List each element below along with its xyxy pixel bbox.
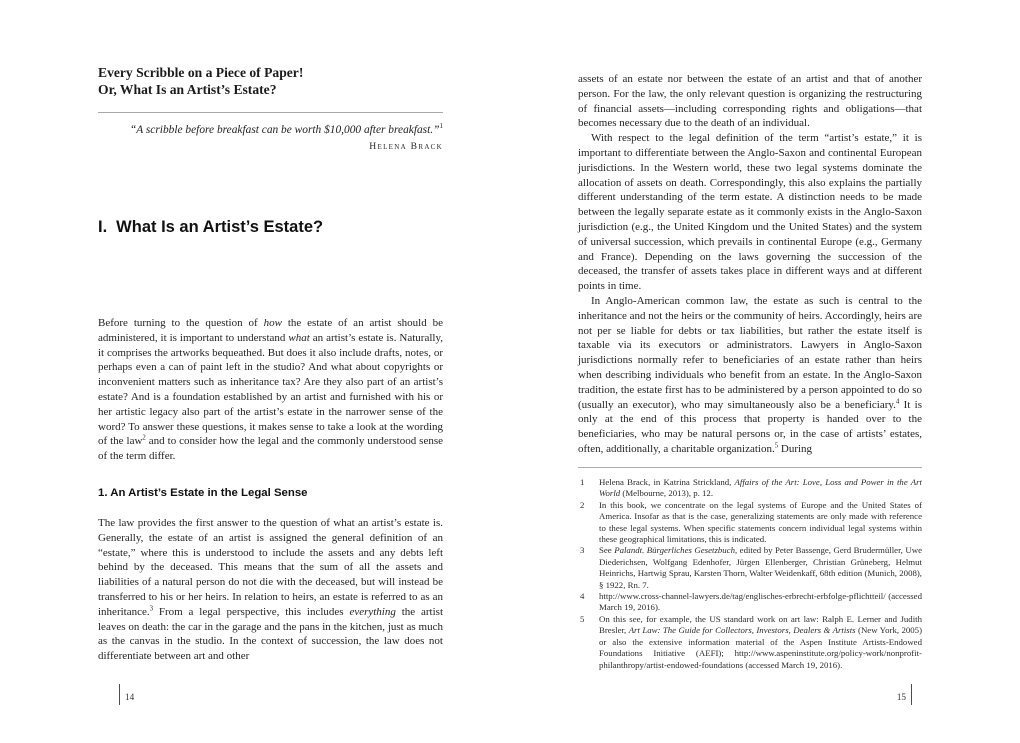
epigraph-attribution: Helena Brack (369, 141, 443, 152)
footnote-divider-rule (578, 467, 922, 468)
chapter-title (98, 64, 443, 98)
footnote-5 (578, 614, 922, 671)
title-divider-rule (98, 112, 443, 113)
left-page (98, 0, 443, 743)
footnote-number: 4 (580, 591, 585, 602)
section-heading-number: I. (98, 218, 108, 236)
footnote-text: http://www.cross-channel-lawyers.de/tag/englisches-erbrecht-erbfolge-pflichtteil/ (accessed March 19, 2016). (599, 591, 922, 613)
body-paragraph-continuation: assets of an estate nor between the estate of an artist and that of another person. For the law, the only relevant question is organizing the restructuring of financial assets—including corresponding rights and obligations—that becomes necessary due to the death of an individual. (578, 73, 922, 130)
footnote-text: In this book, we concentrate on the legal systems of Europe and the United States of America. Insofar as that is the case, generalizing statements are only made with reference to these legal systems. When specific statements concern individual legal systems within these geographical limitations, this is indicated. (599, 499, 922, 545)
footnote-number: 3 (580, 545, 585, 556)
body-paragraph-legal-definition: With respect to the legal definition of the term “artist’s estate,” it is important to differentiate between the Anglo-Saxon and continental European jurisdictions. In the Western world, these two legal systems dominate the allocation of assets on death. Correspondingly, this also explains the partially different understanding of the term estate. A distinction needs to be made between the legally separate estate as it commonly exists in the Anglo-Saxon jurisdiction (e.g., the United Kingdom und the United States) and the system of universal succession, which prevails in continental Europe (e.g., Germany and France). Depending on the laws governing the succession of the deceased, the transfer of assets takes place in different ways and at different points in time. (578, 132, 922, 293)
folio-left (119, 683, 139, 705)
body-paragraph-intro: Before turning to the question of how the estate of an artist should be administered, it is important to understand what an artist’s estate is. Naturally, it comprises the artworks bequeathed. But does it also include drafts, notes, or perhaps even a can of paint left in the studio? And what about copyrights or inconvenient matters such as inheritance tax? Are they also part of an artist’s estate? And is a foundation established by an artist and furnished with his or her artistic legacy also part of the artist’s estate in the narrower sense of the word? To answer these questions, it makes sense to take a look at the wording of the law$^2$ and to consider how the legal and the commonly understood sense of the term differ. (98, 317, 444, 463)
right-page-body (578, 72, 922, 457)
chapter-title-line-1: Every Scribble on a Piece of Paper! (98, 65, 304, 80)
footnote-2 (578, 500, 922, 546)
footnote-4 (578, 591, 922, 614)
page-number-left: 14 (125, 692, 135, 702)
folio-right (892, 683, 912, 705)
footnotes-block (578, 477, 922, 671)
footnote-text: On this see, for example, the US standard work on art law: Ralph E. Lerner and Judith Bresler, Art Law: The Guide for Collectors, Investors, Dealers & Artists (New York, 2005) or also the extensive information material of the Aspen Institute Artists-Endowed Foundations Initiative (AEFI); http://www.aspeninstitute.org/policy-work/nonprofit-philanthropy/artist-endowed-foundations (accessed March 19, 2016). (599, 613, 922, 670)
body-paragraph-anglo-american: In Anglo-American common law, the estate as such is central to the inheritance and not the heirs or the community of heirs. Accordingly, heirs are not per se liable for debts or tax liabilities, but rather the estate itself is taxable via its executors or administrators. Lawyers in Anglo-Saxon jurisdictions normally refer to beneficiaries of an estate rather than heirs when describing individuals who benefit from an estate. In the Anglo-Saxon tradition, the estate first has to be administered by a person appointed to do so (usually an executor), who may simultaneously also be a beneficiary.$^4$ It is only at the end of this process that property is handed over to the beneficiaries, who may be natural persons or, in the case of artists’ estates, often, additionally, a charitable organization.$^5$ During (578, 294, 922, 455)
footnote-text: Helena Brack, in Katrina Strickland, Affairs of the Art: Love, Loss and Power in the Art World (Melbourne, 2013), p. 12. (599, 477, 922, 499)
section-heading-text: What Is an Artist’s Estate? (116, 218, 324, 236)
body-paragraph-legal-sense: The law provides the first answer to the question of what an artist’s estate is. Generally, the estate of an artist is assigned the general definition of an “estate,” where this is understood to include the assets and any debts left behind by the deceased. This means that the sum of all the assets and liabilities of a natural person do not die with the deceased, but will instead be transferred to his or her heirs. In relation to heirs, an estate is referred to as an inheritance.$^3$ From a legal perspective, this includes everything the artist leaves on death: the car in the garage and the pans in the kitchen, just as much as the canvas in the studio. In the context of succession, the law does not differentiate between art and other (98, 517, 443, 663)
footnote-number: 5 (580, 613, 585, 624)
page-number-right: 15 (896, 692, 906, 702)
chapter-title-line-2: Or, What Is an Artist’s Estate? (98, 82, 277, 97)
epigraph-quote: “A scribble before breakfast can be worth $10,000 after breakfast.”$^1$ (129, 122, 443, 136)
footnote-number: 1 (580, 477, 585, 487)
right-page (578, 0, 922, 743)
footnote-1 (578, 477, 922, 500)
section-heading (98, 218, 443, 237)
folio-rule-right (911, 684, 912, 705)
footnote-text: See Palandt. Bürgerliches Gesetzbuch, edited by Peter Bassenge, Gerd Brudermüller, Uwe Diederichsen, Wolfgang Edenhofer, Jürgen Ellenberger, Christian Grüneberg, Helmut Heinrichs, Hartwig Sprau, Karsten Thorn, Walter Weidenkaff, 68th edition (Munich, 2008), § 1922, Rn. 7. (599, 545, 922, 590)
footnote-3 (578, 545, 922, 591)
subsection-heading: 1. An Artist’s Estate in the Legal Sense (98, 487, 308, 499)
footnote-number: 2 (580, 499, 585, 510)
